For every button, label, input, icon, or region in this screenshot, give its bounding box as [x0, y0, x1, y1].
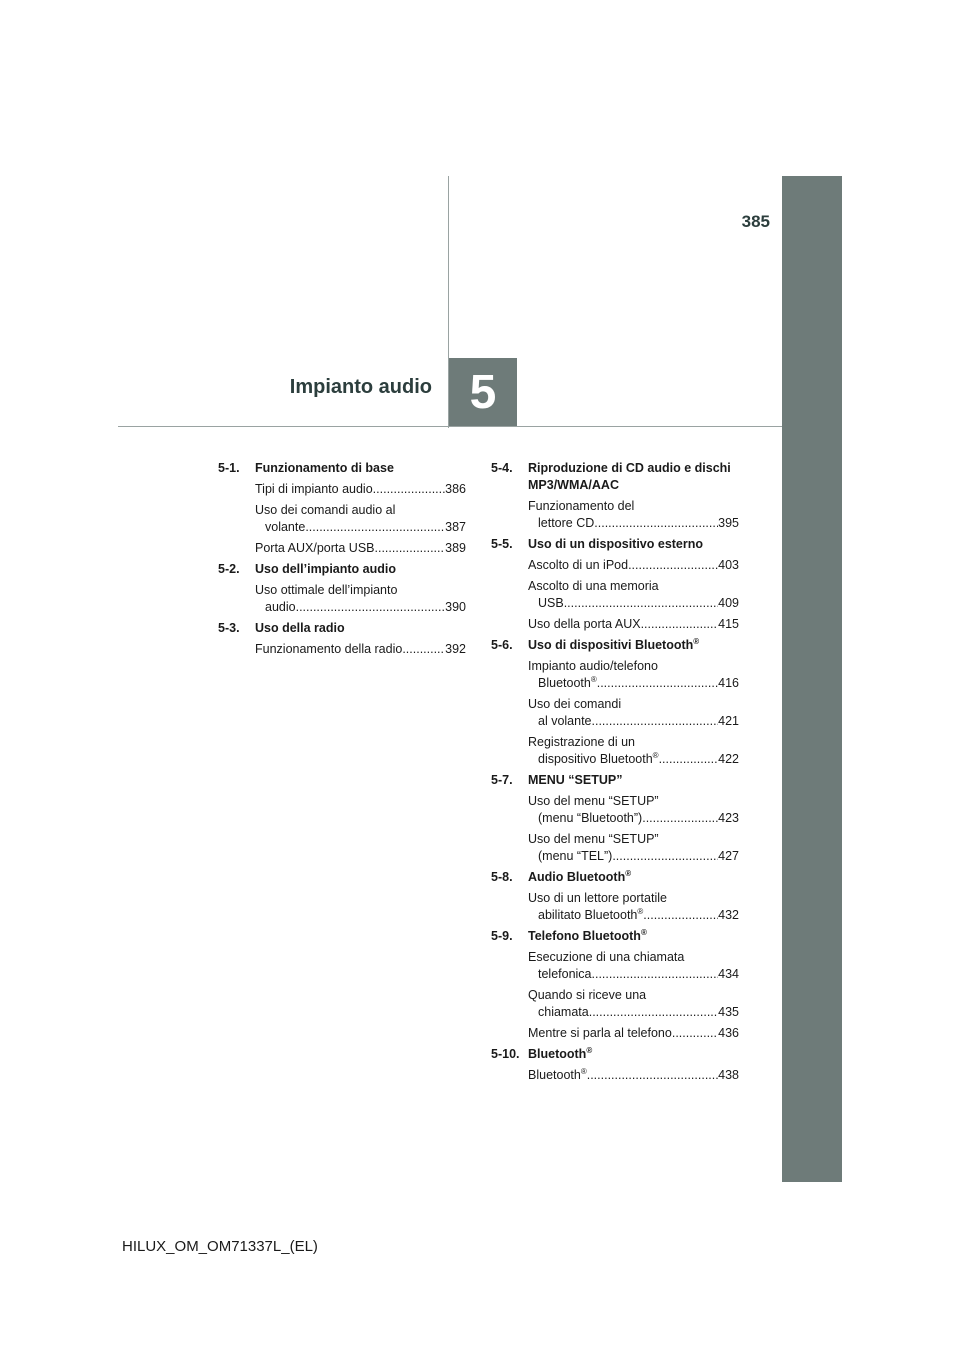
- registered-mark: ®: [693, 636, 700, 646]
- entry-line-2: [528, 907, 739, 924]
- toc-section: [218, 561, 466, 616]
- entry-line-1: [528, 987, 739, 1004]
- section-title: [528, 536, 739, 553]
- entry-text-2: (menu “Bluetooth”): [538, 811, 643, 825]
- entry-line-1: [255, 582, 466, 599]
- section-number: 5-5.: [491, 537, 513, 551]
- section-title-text: Uso di un dispositivo esterno: [528, 537, 704, 551]
- entry-line-1: [255, 641, 466, 658]
- entry-text-continued: [265, 519, 305, 536]
- entry-page: 434: [718, 967, 739, 981]
- entry-text: Uso ottimale dell’impianto: [255, 583, 398, 597]
- entry-text: Bluetooth: [528, 1068, 581, 1082]
- leader-dots: [592, 713, 719, 730]
- toc-entry[interactable]: [528, 949, 739, 983]
- entry-text-continued: [538, 966, 592, 983]
- entry-page: 387: [445, 520, 466, 534]
- leader-dots: [612, 848, 718, 865]
- entry-page: 438: [718, 1068, 739, 1082]
- toc-section: [491, 1046, 739, 1084]
- section-title: [528, 928, 739, 945]
- section-title-text: Bluetooth: [528, 1047, 587, 1061]
- toc-entry[interactable]: [528, 734, 739, 768]
- leader-dots: [594, 515, 718, 532]
- section-title: [255, 620, 466, 637]
- toc-entry[interactable]: [255, 540, 466, 557]
- entry-line-1: [528, 831, 739, 848]
- toc-section: [491, 536, 739, 633]
- entry-text-continued: [538, 1004, 589, 1021]
- section-title-text: Audio Bluetooth: [528, 870, 626, 884]
- entry-text-2: (menu “TEL”): [538, 849, 613, 863]
- entry-page: 436: [718, 1026, 739, 1040]
- section-title: [528, 1046, 739, 1063]
- toc-entry[interactable]: [528, 1025, 739, 1042]
- footer-code: HILUX_OM_OM71337L_(EL): [122, 1238, 318, 1255]
- entry-text: Porta AUX/porta USB: [255, 541, 375, 555]
- leader-dots: [296, 599, 446, 616]
- toc-section: [491, 772, 739, 865]
- entry-label: [528, 616, 641, 633]
- entry-line-2: [528, 713, 739, 730]
- section-heading: [491, 928, 739, 945]
- entry-page: 435: [718, 1005, 739, 1019]
- section-title-text: Telefono Bluetooth: [528, 929, 641, 943]
- entry-line-2: [528, 751, 739, 768]
- leader-dots: [589, 1004, 718, 1021]
- entry-page: 427: [718, 849, 739, 863]
- section-title-text: Riproduzione di CD audio e dischi MP3/WMA/AAC: [528, 461, 731, 492]
- registered-mark: ®: [580, 1066, 587, 1076]
- registered-mark: ®: [640, 927, 647, 937]
- entry-text: Quando si riceve una: [528, 988, 647, 1002]
- entry-line-1: [255, 481, 466, 498]
- entry-page: 395: [718, 516, 739, 530]
- entry-text-2: abilitato Bluetooth: [538, 908, 638, 922]
- entry-line-2: [528, 810, 739, 827]
- toc-entry[interactable]: [528, 1067, 739, 1084]
- entry-line-1: [528, 1025, 739, 1042]
- toc-section: [491, 869, 739, 924]
- entry-text-2: volante: [265, 520, 306, 534]
- toc-right-column: [491, 460, 739, 1088]
- registered-mark: ®: [586, 1045, 593, 1055]
- entry-text: Registrazione di un: [528, 735, 636, 749]
- entry-line-1: [528, 1067, 739, 1084]
- section-heading: [218, 620, 466, 637]
- entry-text-2: al volante: [538, 714, 592, 728]
- entry-text-continued: [538, 675, 597, 692]
- section-number: 5-4.: [491, 461, 513, 475]
- entry-text: Uso dei comandi audio al: [255, 503, 396, 517]
- section-number: 5-7.: [491, 773, 513, 787]
- entry-text-continued: [538, 713, 592, 730]
- entry-text-2: dispositivo Bluetooth: [538, 752, 653, 766]
- entry-text: Funzionamento del: [528, 499, 635, 513]
- section-number: 5-1.: [218, 461, 240, 475]
- entry-label: [255, 540, 375, 557]
- section-number: 5-6.: [491, 638, 513, 652]
- entry-page: 432: [718, 908, 739, 922]
- leader-dots: [592, 966, 719, 983]
- entry-text: Ascolto di un iPod: [528, 558, 629, 572]
- toc-entry[interactable]: [528, 831, 739, 865]
- leader-dots: [597, 675, 718, 692]
- entry-page: 389: [445, 541, 466, 555]
- entry-label: [528, 557, 628, 574]
- toc-section: [218, 620, 466, 658]
- entry-page: 415: [718, 617, 739, 631]
- section-number: 5-2.: [218, 562, 240, 576]
- entry-line-2: [528, 966, 739, 983]
- entry-page: 386: [445, 482, 466, 496]
- toc-entry[interactable]: [255, 582, 466, 616]
- toc-section: [218, 460, 466, 557]
- entry-page: 416: [718, 676, 739, 690]
- entry-text-2: lettore CD: [538, 516, 595, 530]
- section-number: 5-3.: [218, 621, 240, 635]
- entry-text: Funzionamento della radio: [255, 642, 403, 656]
- section-heading: [491, 1046, 739, 1063]
- registered-mark: ®: [625, 868, 632, 878]
- section-title: [255, 460, 466, 477]
- toc-section: [491, 460, 739, 532]
- toc-entry[interactable]: [528, 498, 739, 532]
- entry-text: Uso del menu “SETUP”: [528, 832, 659, 846]
- toc-entry[interactable]: [528, 890, 739, 924]
- toc-section: [491, 637, 739, 768]
- section-number: 5-10.: [491, 1047, 520, 1061]
- entry-text: Tipi di impianto audio: [255, 482, 373, 496]
- entry-line-1: [528, 658, 739, 675]
- entry-text-continued: [538, 751, 659, 768]
- entry-page: 421: [718, 714, 739, 728]
- leader-dots: [373, 481, 445, 498]
- section-title-text: Funzionamento di base: [255, 461, 394, 475]
- leader-dots: [305, 519, 445, 536]
- leader-dots: [659, 751, 719, 768]
- entry-page: 409: [718, 596, 739, 610]
- entry-text: Uso di un lettore portatile: [528, 891, 667, 905]
- toc-entry[interactable]: [528, 793, 739, 827]
- leader-dots: [642, 810, 718, 827]
- section-title-text: Uso di dispositivi Bluetooth: [528, 638, 694, 652]
- section-heading: [491, 536, 739, 553]
- leader-dots: [402, 641, 445, 658]
- section-title: [528, 637, 739, 654]
- section-title-text: Uso della radio: [255, 621, 345, 635]
- section-title: [528, 772, 739, 789]
- section-title: [255, 561, 466, 578]
- entry-text: Uso dei comandi: [528, 697, 622, 711]
- leader-dots: [641, 616, 719, 633]
- chapter-title: Impianto audio: [289, 376, 432, 398]
- entry-page: 422: [718, 752, 739, 766]
- entry-text: Esecuzione di una chiamata: [528, 950, 685, 964]
- toc-entry[interactable]: [255, 641, 466, 658]
- leader-dots: [587, 1067, 718, 1084]
- section-heading: [491, 637, 739, 654]
- entry-text: Impianto audio/telefono: [528, 659, 658, 673]
- entry-page: 423: [718, 811, 739, 825]
- entry-text: Uso della porta AUX: [528, 617, 641, 631]
- leader-dots: [643, 907, 718, 924]
- entry-label: [255, 481, 373, 498]
- entry-text-2: USB: [538, 596, 564, 610]
- toc-section: [491, 928, 739, 1042]
- section-title-text: Uso dell’impianto audio: [255, 562, 396, 576]
- toc-entry[interactable]: [528, 557, 739, 574]
- entry-line-1: [528, 734, 739, 751]
- section-number: 5-8.: [491, 870, 513, 884]
- leader-dots: [375, 540, 446, 557]
- entry-line-1: [528, 696, 739, 713]
- entry-page: 403: [718, 558, 739, 572]
- entry-line-1: [528, 793, 739, 810]
- entry-line-2: [528, 1004, 739, 1021]
- entry-text-2: audio: [265, 600, 296, 614]
- entry-label: [255, 641, 402, 658]
- entry-line-2: [528, 848, 739, 865]
- entry-line-1: [255, 540, 466, 557]
- chapter-number-badge: 5: [449, 358, 517, 426]
- leader-dots: [672, 1025, 718, 1042]
- entry-line-1: [528, 557, 739, 574]
- toc-entry[interactable]: [528, 578, 739, 612]
- section-heading: [491, 869, 739, 886]
- section-number: 5-9.: [491, 929, 513, 943]
- entry-text-2: telefonica: [538, 967, 592, 981]
- toc-entry[interactable]: [528, 616, 739, 633]
- entry-page: 390: [445, 600, 466, 614]
- chapter-side-tab: [782, 176, 842, 1182]
- entry-line-1: [528, 616, 739, 633]
- section-title: [528, 869, 739, 886]
- entry-text-continued: [538, 810, 642, 827]
- toc-entry[interactable]: [528, 658, 739, 692]
- entry-text-continued: [265, 599, 296, 616]
- entry-line-1: [255, 502, 466, 519]
- leader-dots: [628, 557, 718, 574]
- entry-page: 392: [445, 642, 466, 656]
- section-heading: [218, 561, 466, 578]
- section-heading: [491, 460, 739, 494]
- entry-line-1: [528, 949, 739, 966]
- entry-line-2: [255, 519, 466, 536]
- toc-entry[interactable]: [528, 987, 739, 1021]
- entry-text-continued: [538, 907, 643, 924]
- registered-mark: ®: [590, 674, 597, 684]
- toc-entry[interactable]: [255, 502, 466, 536]
- entry-text: Uso del menu “SETUP”: [528, 794, 659, 808]
- entry-label: [528, 1025, 672, 1042]
- header-horizontal-rule: [118, 426, 782, 427]
- leader-dots: [564, 595, 718, 612]
- entry-text-2: Bluetooth: [538, 676, 591, 690]
- entry-text-continued: [538, 515, 594, 532]
- registered-mark: ®: [637, 906, 644, 916]
- entry-line-1: [528, 498, 739, 515]
- entry-label: [528, 1067, 587, 1084]
- page-number: 385: [741, 212, 770, 231]
- entry-line-2: [528, 595, 739, 612]
- entry-text-2: chiamata: [538, 1005, 589, 1019]
- entry-line-2: [528, 675, 739, 692]
- toc-entry[interactable]: [528, 696, 739, 730]
- toc-entry[interactable]: [255, 481, 466, 498]
- entry-text-continued: [538, 595, 564, 612]
- registered-mark: ®: [652, 750, 659, 760]
- entry-text-continued: [538, 848, 612, 865]
- entry-line-2: [528, 515, 739, 532]
- entry-line-1: [528, 578, 739, 595]
- section-title: [528, 460, 739, 494]
- section-heading: [218, 460, 466, 477]
- toc-left-column: [218, 460, 466, 662]
- entry-line-1: [528, 890, 739, 907]
- entry-text: Mentre si parla al telefono: [528, 1026, 672, 1040]
- entry-line-2: [255, 599, 466, 616]
- entry-text: Ascolto di una memoria: [528, 579, 659, 593]
- section-heading: [491, 772, 739, 789]
- section-title-text: MENU “SETUP”: [528, 773, 623, 787]
